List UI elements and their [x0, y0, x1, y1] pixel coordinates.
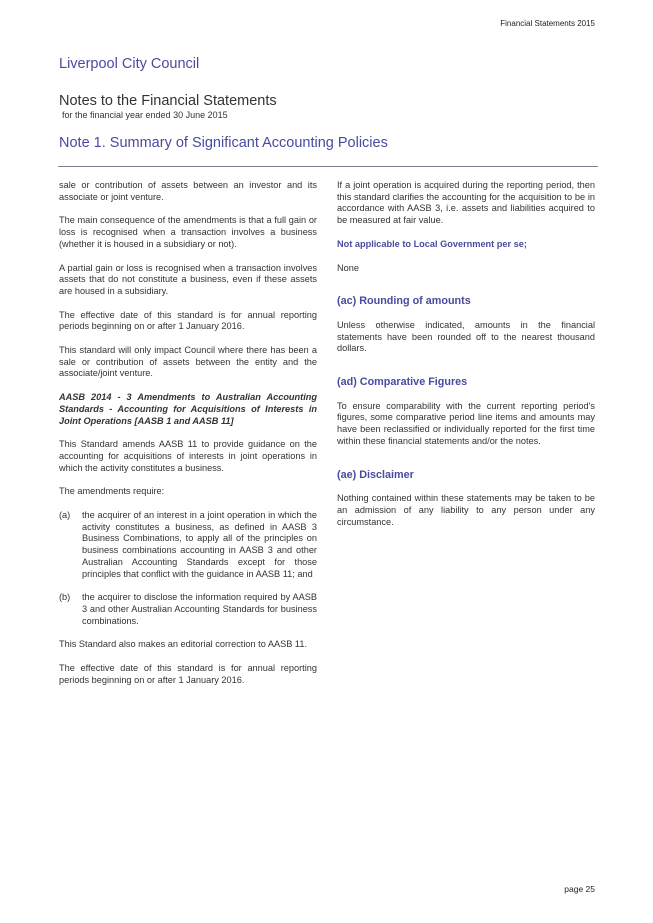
right-column — [337, 180, 595, 540]
notes-title: Notes to the Financial Statements — [59, 93, 277, 109]
list-item — [59, 592, 317, 627]
paragraph: To ensure comparability with the current reporting period's figures, some comparative period line items and amounts may have been reclassified or individually reported for the first time within these financial statements and/or the notes. — [337, 400, 595, 446]
page-number: page 25 — [564, 884, 595, 894]
paragraph: If a joint operation is acquired during the reporting period, then this standard clarifies the accounting for the acquisition to be in accordance with AASB 3, i.e. assets and liabilities acquired to be measured at fair value. — [337, 180, 595, 226]
standard-subheading: AASB 2014 - 3 Amendments to Australian Accounting Standards - Accounting for Acquisitions of Interests in Joint Operations [AASB 1 and AASB 11] — [59, 392, 317, 426]
paragraph: This standard will only impact Council where there has been a sale or contribution of assets between the entity and the associate/joint venture. — [59, 345, 317, 379]
paragraph: This Standard amends AASB 11 to provide guidance on the accounting for acquisitions of interests in joint operations in which the activity constitutes a business. — [59, 439, 317, 473]
header-divider — [58, 166, 598, 167]
paragraph: The amendments require: — [59, 486, 165, 497]
not-applicable-heading: Not applicable to Local Government per se; — [337, 238, 527, 249]
notes-subtitle: for the financial year ended 30 June 2015 — [62, 110, 228, 120]
paragraph: This Standard also makes an editorial correction to AASB 11. — [59, 639, 308, 650]
list-item-text: the acquirer of an interest in a joint operation in which the activity constitutes a business, as defined in AASB 3 Business Combinations, to apply all of the principles on business combinations accounting in AASB 3 and other Australian Accounting Standards except for those principles that conflict with the guidance in AASB 11; and — [82, 510, 317, 579]
paragraph: A partial gain or loss is recognised when a transaction involves assets that do not constitute a business, even if these assets are housed in a subsidiary. — [59, 262, 317, 296]
paragraph: None — [337, 262, 359, 273]
list-item-text: the acquirer to disclose the information required by AASB 3 and other Australian Accounting Standards for business combinations. — [82, 592, 317, 626]
note-title: Note 1. Summary of Significant Accounting Policies — [59, 135, 388, 151]
section-heading-rounding: (ac) Rounding of amounts — [337, 295, 471, 308]
list-item-label: (b) — [59, 592, 71, 603]
paragraph: sale or contribution of assets between an investor and its associate or joint venture. — [59, 180, 317, 202]
paragraph: Unless otherwise indicated, amounts in the financial statements have been rounded off to the nearest thousand dollars. — [337, 319, 595, 354]
list-item-label: (a) — [59, 510, 71, 521]
paragraph: The effective date of this standard is for annual reporting periods beginning on or after 1 January 2016. — [59, 309, 317, 332]
paragraph: The main consequence of the amendments is that a full gain or loss is recognised when a transaction involves a business (whether it is housed in a subsidiary or not). — [59, 215, 317, 249]
list-item — [59, 510, 317, 580]
section-heading-disclaimer: (ae) Disclaimer — [337, 468, 414, 481]
section-heading-comparative: (ad) Comparative Figures — [337, 376, 468, 389]
paragraph: Nothing contained within these statements may be taken to be an admission of any liability to any person under any circumstance. — [337, 493, 595, 527]
left-column — [59, 180, 317, 699]
running-head: Financial Statements 2015 — [500, 19, 595, 28]
paragraph: The effective date of this standard is for annual reporting periods beginning on or after 1 January 2016. — [59, 663, 317, 685]
council-name: Liverpool City Council — [59, 56, 200, 72]
